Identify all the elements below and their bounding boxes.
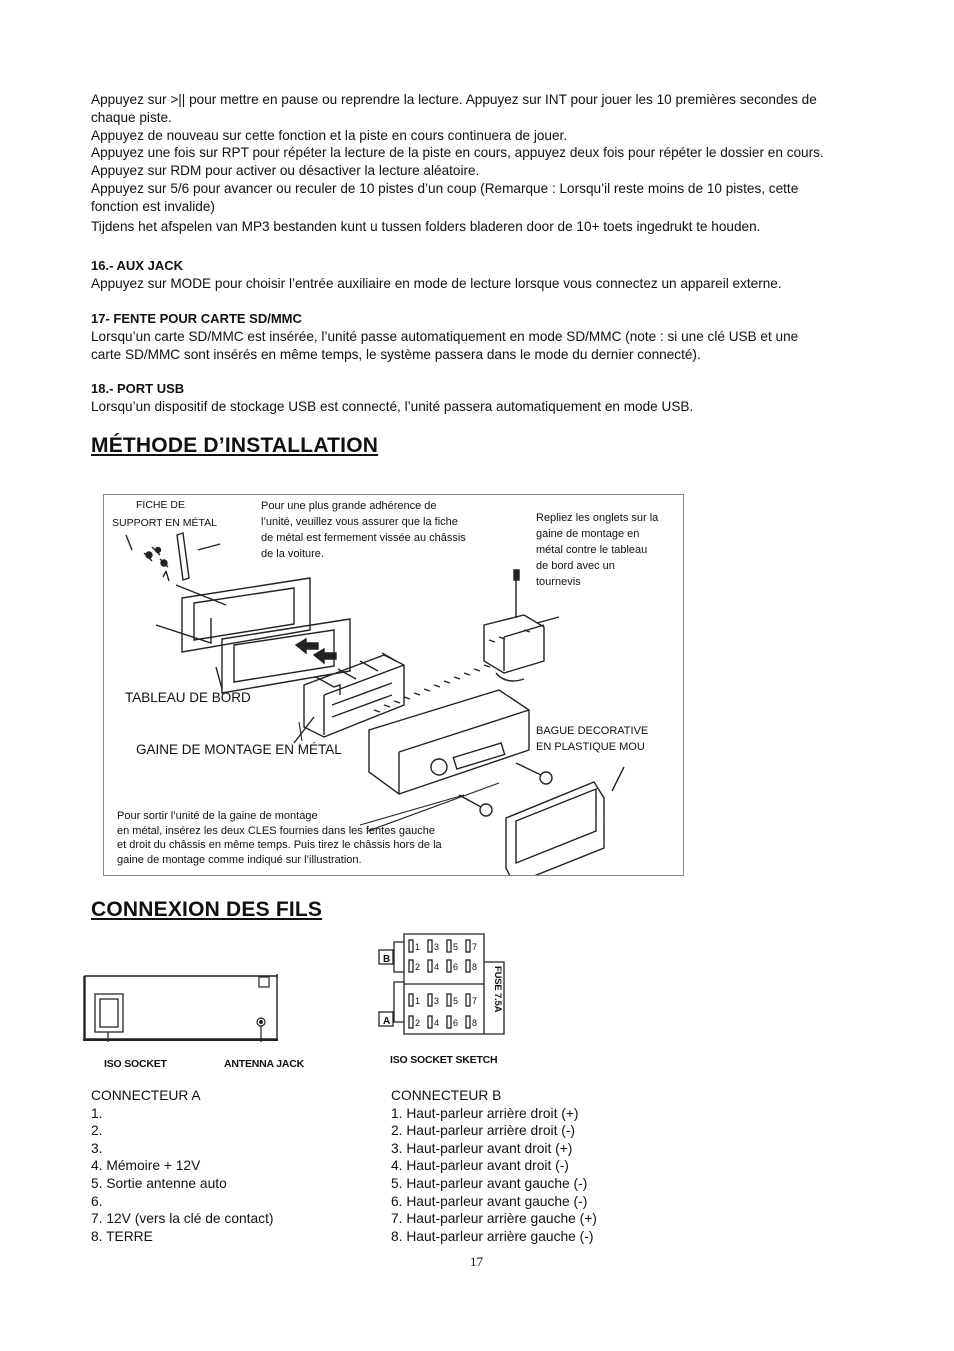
installation-heading: MÉTHODE D’INSTALLATION xyxy=(91,434,379,457)
section-text-sd: Lorsqu’un carte SD/MMC est insérée, l’unité passe automatiquement en mode SD/MMC (note : si une clé USB et une carte SD/MMC sont insérés en même temps, le système passera dans le mode du dernier connecté). xyxy=(91,329,799,362)
connector-a-item: 2. xyxy=(91,1123,103,1139)
connector-b-item: 3. Haut-parleur avant droit (+) xyxy=(391,1140,573,1156)
section-title-sd: 17- FENTE POUR CARTE SD/MMC xyxy=(91,311,302,326)
intro-paragraph-random: Appuyez sur RDM pour activer ou désactiver la lecture aléatoire. xyxy=(91,163,480,178)
pin-a-3: 3 xyxy=(434,996,439,1006)
pin-a-1: 1 xyxy=(415,996,420,1006)
note-adherence: Pour une plus grande adhérence de l’unité, veuillez vous assurer que la fiche de métal est fermement vissée au châssis de la voiture. xyxy=(261,500,466,560)
pin-a-2: 2 xyxy=(415,1018,420,1028)
intro-paragraph-continue: Appuyez de nouveau sur cette fonction et la piste en cours continuera de jouer. xyxy=(91,128,568,143)
connector-a-list xyxy=(91,1087,274,1245)
section-title-aux: 16.- AUX JACK xyxy=(91,258,183,273)
pin-a-6: 6 xyxy=(453,1018,458,1028)
label-connector-a: A xyxy=(383,1016,391,1027)
pin-b-6: 6 xyxy=(453,962,458,972)
connector-b-list xyxy=(391,1087,597,1245)
intro-paragraph-mp3: Tijdens het afspelen van MP3 bestanden kunt u tussen folders bladeren door de 10+ toets ingedrukt te houden. xyxy=(91,219,761,234)
label-tableau-de-bord: TABLEAU DE BORD xyxy=(125,690,251,705)
connector-b-item: 8. Haut-parleur arrière gauche (-) xyxy=(391,1228,594,1244)
head-unit-drawing xyxy=(369,665,529,794)
pin-a-8: 8 xyxy=(472,1018,477,1028)
connector-b-item: 2. Haut-parleur arrière droit (-) xyxy=(391,1123,576,1139)
wiring-heading: CONNEXION DES FILS xyxy=(91,898,323,921)
connector-b-title: CONNECTEUR B xyxy=(391,1088,502,1103)
label-bague: BAGUE DECORATIVE EN PLASTIQUE MOU xyxy=(536,725,649,753)
connector-a-item: 7. 12V (vers la clé de contact) xyxy=(91,1211,274,1227)
intro-paragraph-pause: Appuyez sur >|| pour mettre en pause ou reprendre la lecture. Appuyez sur INT pour jouer les 10 premières secondes de chaque piste. xyxy=(91,92,817,125)
intro-paragraph-skip: Appuyez sur 5/6 pour avancer ou reculer de 10 pistes d’un coup (Remarque : Lorsqu’il reste moins de 10 pistes, cette fonction est invalide) xyxy=(91,181,799,214)
connector-a-item: 1. xyxy=(91,1105,103,1121)
connector-a-item: 3. xyxy=(91,1140,103,1156)
label-connector-b: B xyxy=(383,954,391,965)
caption-iso-sketch: ISO SOCKET SKETCH xyxy=(390,1054,498,1066)
connector-a-item: 5. Sortie antenne auto xyxy=(91,1175,227,1191)
pin-b-5: 5 xyxy=(453,942,458,952)
caption-iso-socket: ISO SOCKET xyxy=(104,1058,167,1070)
note-onglets: Repliez les onglets sur la gaine de montage en métal contre le tableau de bord avec un tournevis xyxy=(536,512,659,588)
pin-b-3: 3 xyxy=(434,942,439,952)
pin-a-4: 4 xyxy=(434,1018,439,1028)
note-sortir: Pour sortir l’unité de la gaine de montage en métal, insérez les deux CLES fournies dans les fentes gauche et droit du châssis en même temps. Puis tirez le châssis hors de la gaine de montage comme indiqué sur l’illustration. xyxy=(117,810,442,866)
pin-b-1: 1 xyxy=(415,942,420,952)
section-text-aux: Appuyez sur MODE pour choisir l’entrée auxiliaire en mode de lecture lorsque vous connectez un appareil externe. xyxy=(91,276,782,291)
decorative-ring-drawing xyxy=(506,767,624,875)
installation-figure xyxy=(103,494,684,876)
pin-a-7: 7 xyxy=(472,996,477,1006)
label-fiche-line2: SUPPORT EN MÉTAL xyxy=(112,517,218,529)
section-text-usb: Lorsqu’un dispositif de stockage USB est connecté, l’unité passera automatiquement en mode USB. xyxy=(91,399,694,414)
label-gaine: GAINE DE MONTAGE EN MÉTAL xyxy=(136,742,342,757)
connector-a-item: 6. xyxy=(91,1193,103,1209)
page-number: 17 xyxy=(470,1254,483,1269)
rear-panel-drawing xyxy=(80,932,370,1072)
connector-b-item: 5. Haut-parleur avant gauche (-) xyxy=(391,1175,588,1191)
label-fuse: FUSE 7.5A xyxy=(492,966,503,1013)
pin-b-7: 7 xyxy=(472,942,477,952)
connector-a-title: CONNECTEUR A xyxy=(91,1088,201,1103)
connector-a-item: 8. TERRE xyxy=(91,1228,153,1244)
connector-b-item: 4. Haut-parleur avant droit (-) xyxy=(391,1158,569,1174)
pin-a-5: 5 xyxy=(453,996,458,1006)
intro-paragraph-repeat: Appuyez une fois sur RPT pour répéter la lecture de la piste en cours, appuyez deux fois pour répéter le dossier en cours. xyxy=(91,145,824,160)
metal-sleeve-drawing xyxy=(294,653,404,743)
connector-a-item: 4. Mémoire + 12V xyxy=(91,1158,201,1174)
connector-b-item: 1. Haut-parleur arrière droit (+) xyxy=(391,1105,579,1121)
pin-b-8: 8 xyxy=(472,962,477,972)
connector-b-item: 7. Haut-parleur arrière gauche (+) xyxy=(391,1211,597,1227)
arrows-drawing xyxy=(296,639,336,663)
pin-b-4: 4 xyxy=(434,962,439,972)
section-title-usb: 18.- PORT USB xyxy=(91,381,185,396)
label-fiche-line1: FICHE DE xyxy=(136,499,186,511)
metal-bracket-drawing xyxy=(126,533,226,605)
connector-b-item: 6. Haut-parleur avant gauche (-) xyxy=(391,1193,588,1209)
caption-antenna-jack: ANTENNA JACK xyxy=(224,1058,305,1070)
pin-b-2: 2 xyxy=(415,962,420,972)
